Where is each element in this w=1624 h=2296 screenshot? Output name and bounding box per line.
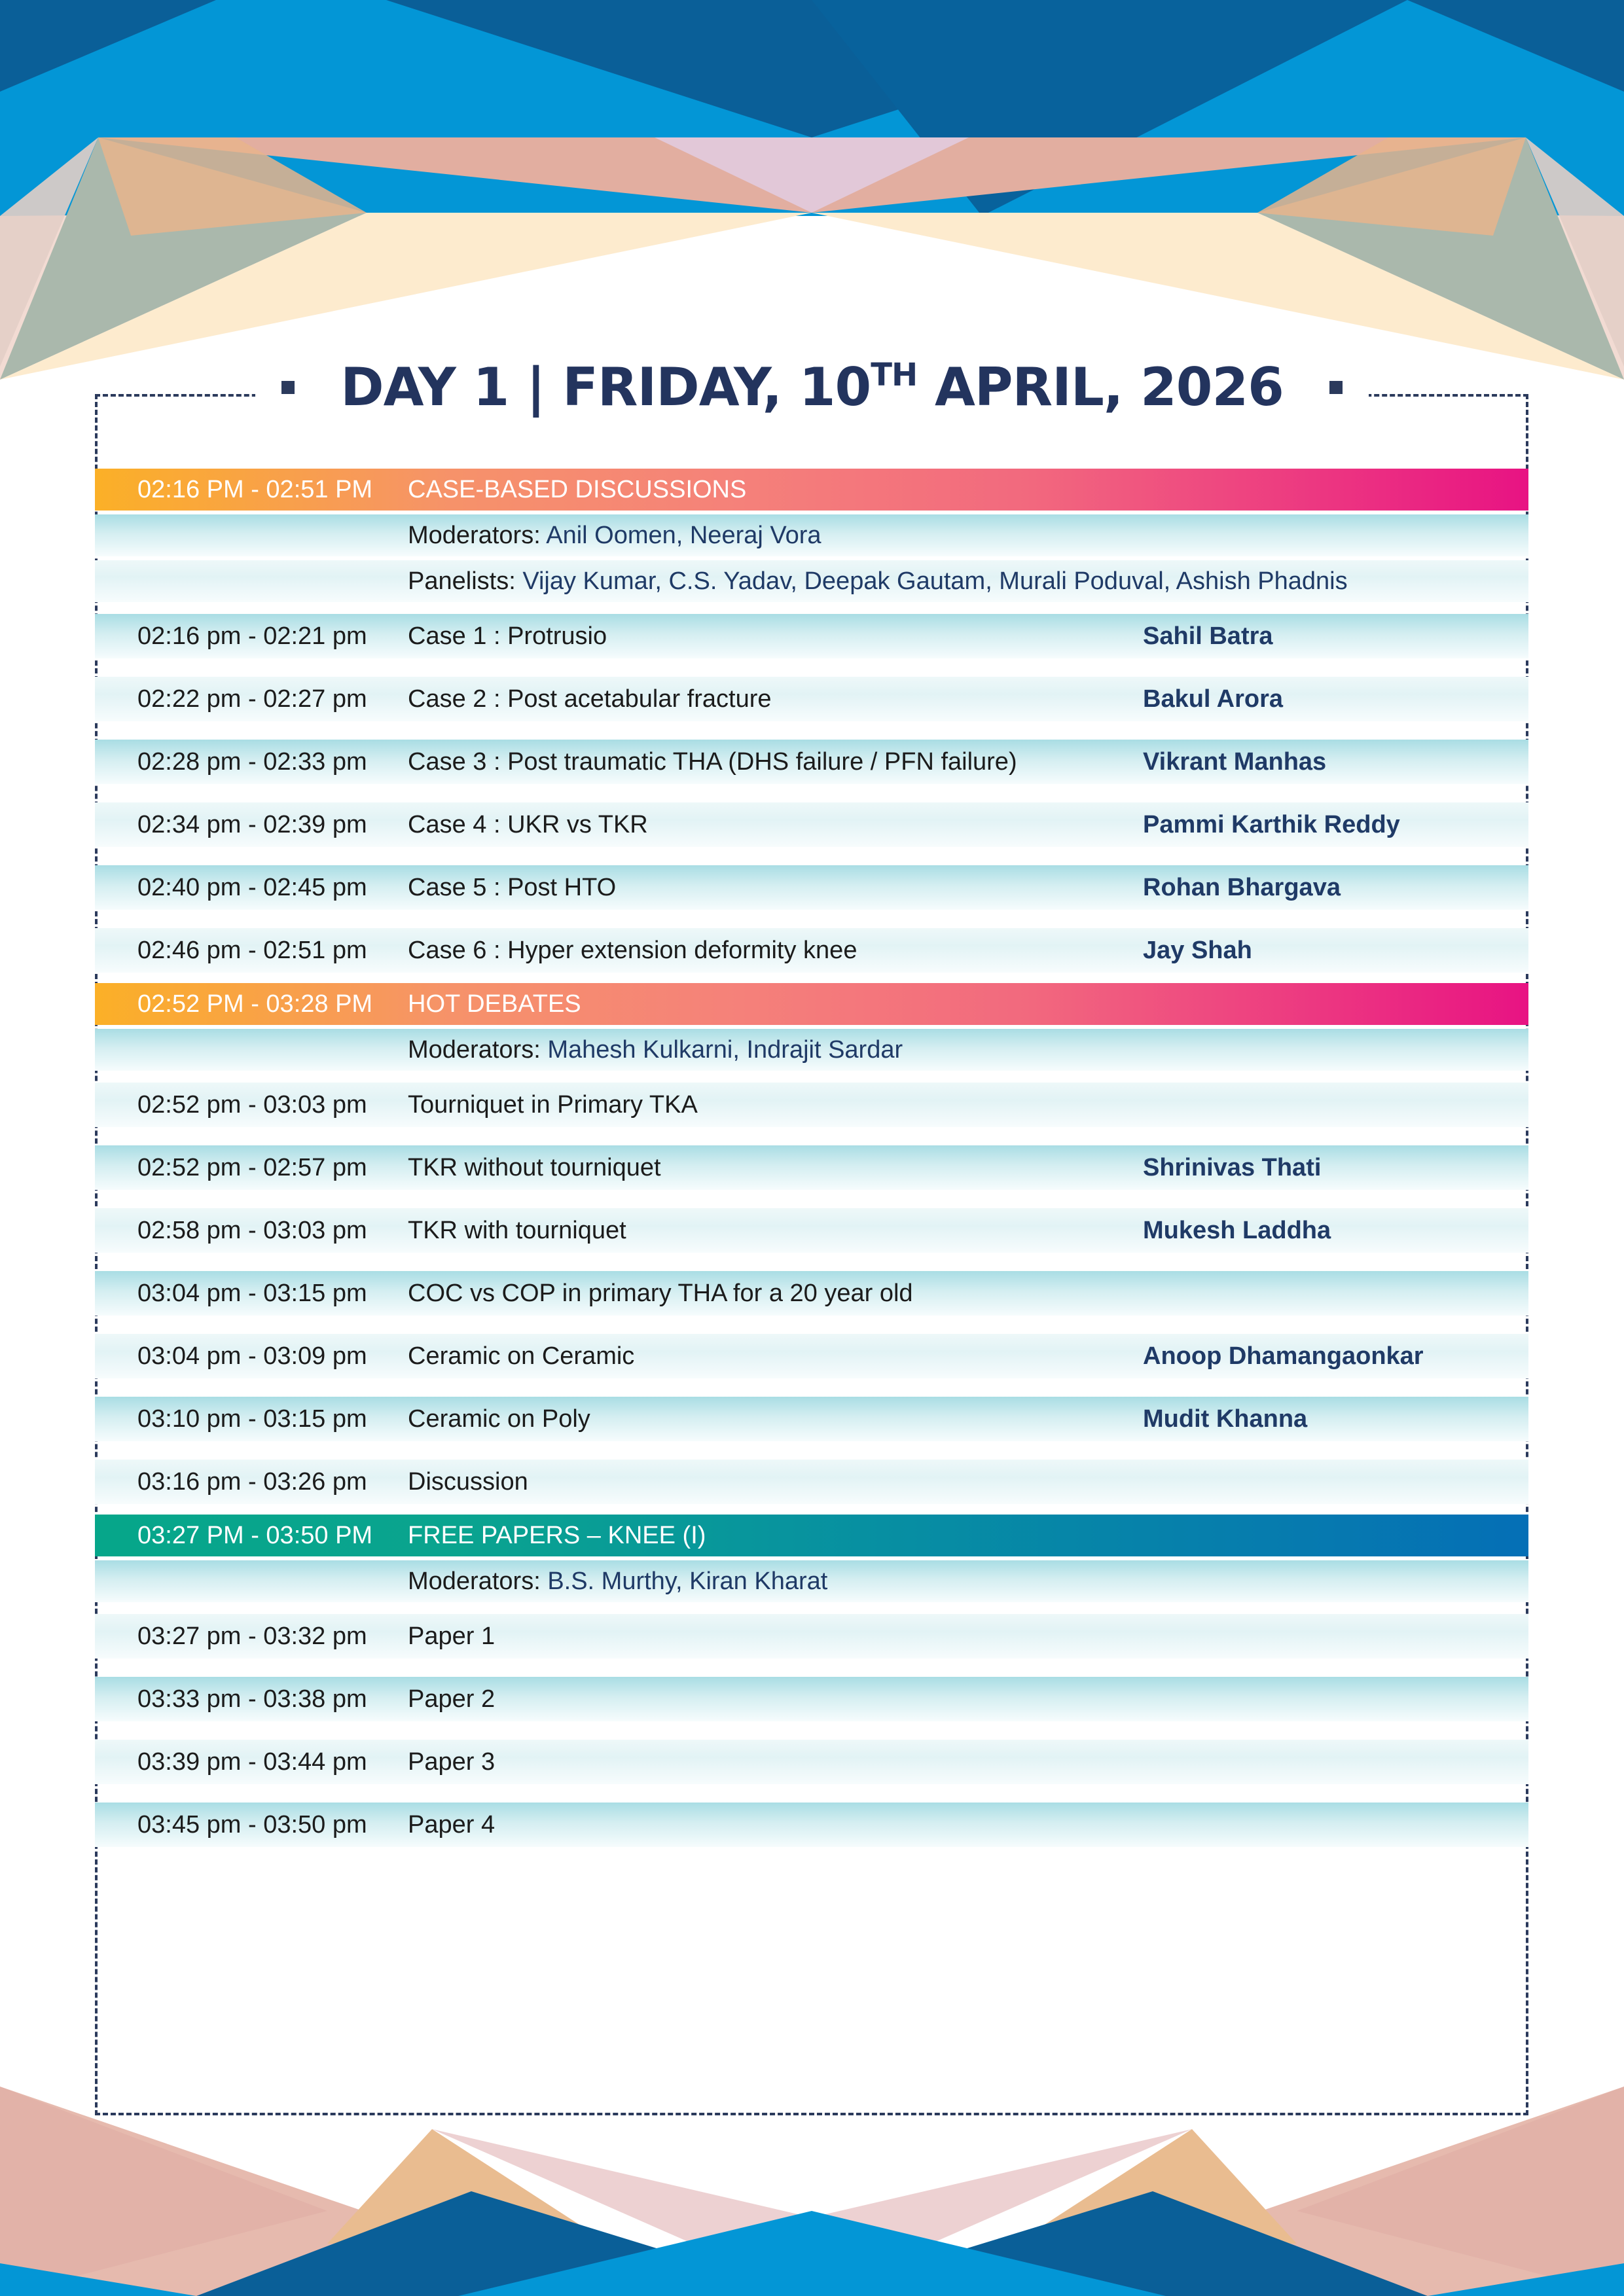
row-bar — [95, 1397, 1528, 1441]
role-line — [408, 1036, 903, 1064]
schedule-item — [95, 730, 1528, 793]
schedule-item — [95, 1199, 1528, 1262]
item-time: 02:16 pm - 02:21 pm — [137, 622, 367, 650]
item-topic: Ceramic on Ceramic — [408, 1342, 635, 1370]
row-bar — [95, 1334, 1528, 1378]
item-speaker: Anoop Dhamangaonkar — [1143, 1342, 1424, 1370]
footer-decoration — [0, 2087, 1624, 2296]
row-bar — [95, 802, 1528, 847]
schedule-item — [95, 1605, 1528, 1668]
row-bar — [95, 740, 1528, 784]
row-bar — [95, 1560, 1528, 1602]
schedule-item — [95, 1325, 1528, 1388]
row-bar — [95, 1208, 1528, 1253]
session-header — [95, 982, 1528, 1028]
item-speaker: Mukesh Laddha — [1143, 1216, 1331, 1244]
title-rest: APRIL, 2026 — [917, 357, 1284, 418]
item-time: 03:45 pm - 03:50 pm — [137, 1810, 367, 1839]
item-topic: Paper 2 — [408, 1685, 496, 1713]
item-topic: Paper 3 — [408, 1748, 496, 1776]
role-names: B.S. Murthy, Kiran Kharat — [547, 1567, 828, 1595]
row-bar — [95, 514, 1528, 556]
item-time: 03:04 pm - 03:15 pm — [137, 1279, 367, 1307]
role-line — [408, 567, 1348, 596]
role-label: Moderators: — [408, 1035, 548, 1064]
row-bar — [95, 1803, 1528, 1847]
item-topic: Case 2 : Post acetabular fracture — [408, 685, 772, 713]
schedule-item — [95, 1793, 1528, 1856]
session-title: CASE-BASED DISCUSSIONS — [408, 475, 747, 503]
item-topic: COC vs COP in primary THA for a 20 year old — [408, 1279, 913, 1307]
item-topic: Discussion — [408, 1467, 528, 1496]
role-line — [408, 1568, 827, 1596]
session-time: 03:27 PM - 03:50 PM — [137, 1521, 373, 1549]
item-topic: Case 4 : UKR vs TKR — [408, 810, 648, 838]
item-time: 02:52 pm - 03:03 pm — [137, 1090, 367, 1119]
row-bar — [95, 614, 1528, 658]
role-row — [95, 513, 1528, 559]
item-time: 03:33 pm - 03:38 pm — [137, 1685, 367, 1713]
item-time: 03:39 pm - 03:44 pm — [137, 1748, 367, 1776]
role-line — [408, 522, 821, 550]
item-speaker: Rohan Bhargava — [1143, 873, 1341, 901]
session-time: 02:52 PM - 03:28 PM — [137, 990, 373, 1018]
session-header — [95, 1513, 1528, 1559]
item-topic: Paper 4 — [408, 1810, 496, 1839]
schedule-item — [95, 1731, 1528, 1793]
role-row — [95, 559, 1528, 605]
item-time: 02:34 pm - 02:39 pm — [137, 810, 367, 838]
item-time: 02:22 pm - 02:27 pm — [137, 685, 367, 713]
item-speaker: Pammi Karthik Reddy — [1143, 810, 1400, 838]
item-topic: Case 6 : Hyper extension deformity knee — [408, 936, 857, 964]
schedule-item — [95, 793, 1528, 856]
item-time: 02:52 pm - 02:57 pm — [137, 1153, 367, 1181]
schedule-item — [95, 668, 1528, 730]
session-header — [95, 467, 1528, 513]
title-left-square — [281, 381, 295, 394]
item-speaker: Vikrant Manhas — [1143, 747, 1327, 776]
item-topic: Case 1 : Protrusio — [408, 622, 607, 650]
role-row — [95, 1028, 1528, 1073]
item-speaker: Mudit Khanna — [1143, 1405, 1308, 1433]
row-bar — [95, 865, 1528, 910]
title-area — [0, 357, 1624, 418]
schedule-item — [95, 856, 1528, 919]
item-time: 02:46 pm - 02:51 pm — [137, 936, 367, 964]
item-time: 03:10 pm - 03:15 pm — [137, 1405, 367, 1433]
schedule-item — [95, 1388, 1528, 1450]
item-speaker: Sahil Batra — [1143, 622, 1273, 650]
session-title: HOT DEBATES — [408, 990, 581, 1018]
schedule-item — [95, 605, 1528, 668]
page-title — [340, 357, 1284, 418]
row-bar — [95, 1271, 1528, 1316]
session-time: 02:16 PM - 02:51 PM — [137, 475, 373, 503]
schedule-rows — [95, 467, 1528, 1856]
item-topic: TKR without tourniquet — [408, 1153, 661, 1181]
row-bar — [95, 1460, 1528, 1504]
item-speaker: Jay Shah — [1143, 936, 1252, 964]
row-bar — [95, 983, 1528, 1025]
role-label: Moderators: — [408, 521, 547, 549]
item-time: 02:40 pm - 02:45 pm — [137, 873, 367, 901]
role-names: Mahesh Kulkarni, Indrajit Sardar — [547, 1035, 903, 1064]
row-bar — [95, 928, 1528, 973]
schedule-item — [95, 1136, 1528, 1199]
role-label: Panelists: — [408, 567, 523, 595]
schedule-item — [95, 1073, 1528, 1136]
row-bar — [95, 560, 1528, 602]
row-bar — [95, 1145, 1528, 1190]
row-bar — [95, 1614, 1528, 1659]
header-decoration — [0, 0, 1624, 380]
title-inner — [255, 357, 1369, 418]
role-row — [95, 1559, 1528, 1605]
row-bar — [95, 1740, 1528, 1784]
item-speaker: Shrinivas Thati — [1143, 1153, 1322, 1181]
title-superscript: TH — [871, 357, 918, 393]
row-bar — [95, 1029, 1528, 1071]
title-right-square — [1329, 381, 1343, 394]
item-time: 02:28 pm - 02:33 pm — [137, 747, 367, 776]
item-topic: Tourniquet in Primary TKA — [408, 1090, 698, 1119]
item-time: 02:58 pm - 03:03 pm — [137, 1216, 367, 1244]
item-topic: Case 3 : Post traumatic THA (DHS failure / PFN failure) — [408, 747, 1017, 776]
row-bar — [95, 1083, 1528, 1127]
item-time: 03:16 pm - 03:26 pm — [137, 1467, 367, 1496]
title-day: DAY 1 | FRIDAY, 10 — [340, 357, 871, 418]
role-label: Moderators: — [408, 1567, 548, 1595]
item-time: 03:27 pm - 03:32 pm — [137, 1622, 367, 1650]
row-bar — [95, 469, 1528, 511]
item-speaker: Bakul Arora — [1143, 685, 1283, 713]
role-names: Anil Oomen, Neeraj Vora — [546, 521, 821, 549]
item-topic: TKR with tourniquet — [408, 1216, 626, 1244]
role-names: Vijay Kumar, C.S. Yadav, Deepak Gautam, Murali Poduval, Ashish Phadnis — [522, 567, 1348, 595]
row-bar — [95, 677, 1528, 721]
item-time: 03:04 pm - 03:09 pm — [137, 1342, 367, 1370]
schedule-item — [95, 919, 1528, 982]
row-bar — [95, 1515, 1528, 1556]
schedule-item — [95, 1668, 1528, 1731]
item-topic: Paper 1 — [408, 1622, 496, 1650]
session-title: FREE PAPERS – KNEE (I) — [408, 1521, 706, 1549]
schedule-item — [95, 1262, 1528, 1325]
schedule-item — [95, 1450, 1528, 1513]
item-topic: Ceramic on Poly — [408, 1405, 590, 1433]
row-bar — [95, 1677, 1528, 1721]
item-topic: Case 5 : Post HTO — [408, 873, 617, 901]
